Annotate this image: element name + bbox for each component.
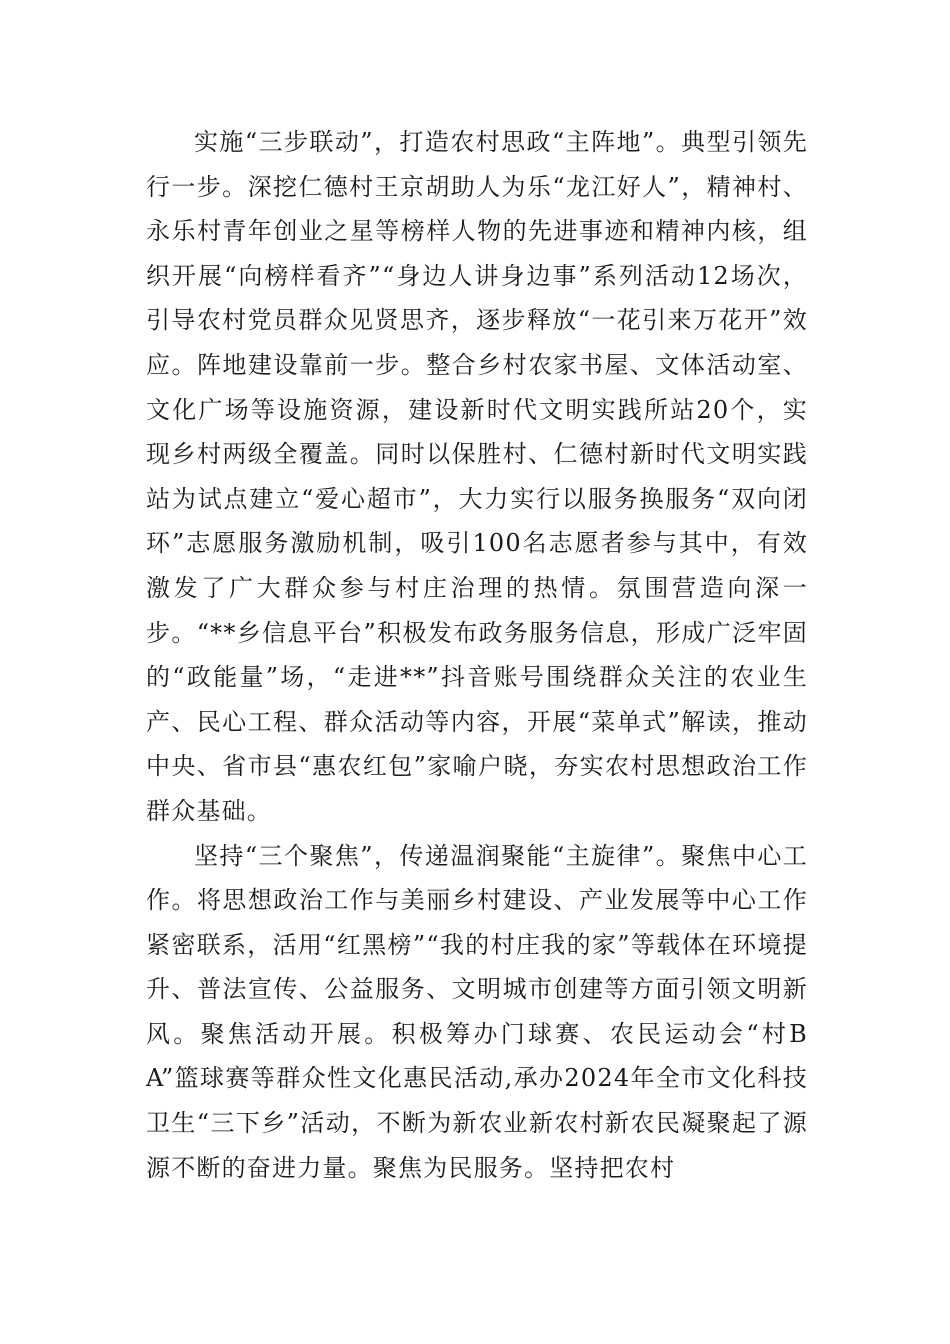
paragraph-2: 坚持“三个聚焦”，传递温润聚能“主旋律”。聚焦中心工作。将思想政治工作与美丽乡村建设、产业发展等中心工作紧密联系，活用“红黑榜”“我的村庄我的家”等载体在环境提升、普法宣传、公益服务、文明城市创建等方面引领文明新风。聚焦活动开展。积极筹办门球赛、农民运动会“村BA”篮球赛等群众性文化惠民活动,承办2024年全市文化科技卫生“三下乡”活动，不断为新农业新农村新农民凝聚起了源源不断的奋进力量。聚焦为民服务。坚持把农村 <box>146 841 808 1182</box>
document-body <box>146 120 808 1190</box>
paragraph-1: 实施“三步联动”，打造农村思政“主阵地”。典型引领先行一步。深挖仁德村王京胡助人为乐“龙江好人”，精神村、永乐村青年创业之星等榜样人物的先进事迹和精神内核，组织开展“向榜样看齐”“身边人讲身边事”系列活动12场次，引导农村党员群众见贤思齐，逐步释放“一花引来万花开”效应。阵地建设靠前一步。整合乡村农家书屋、文体活动室、文化广场等设施资源，建设新时代文明实践所站20个，实现乡村两级全覆盖。同时以保胜村、仁德村新时代文明实践站为试点建立“爱心超市”，大力实行以服务换服务“双向闭环”志愿服务激励机制，吸引100名志愿者参与其中，有效激发了广大群众参与村庄治理的热情。氛围营造向深一步。“**乡信息平台”积极发布政务服务信息，形成广泛牢固的“政能量”场，“走进**”抖音账号围绕群众关注的农业生产、民心工程、群众活动等内容，开展“菜单式”解读，推动中央、省市县“惠农红包”家喻户晓，夯实农村思想政治工作群众基础。 <box>146 128 808 825</box>
